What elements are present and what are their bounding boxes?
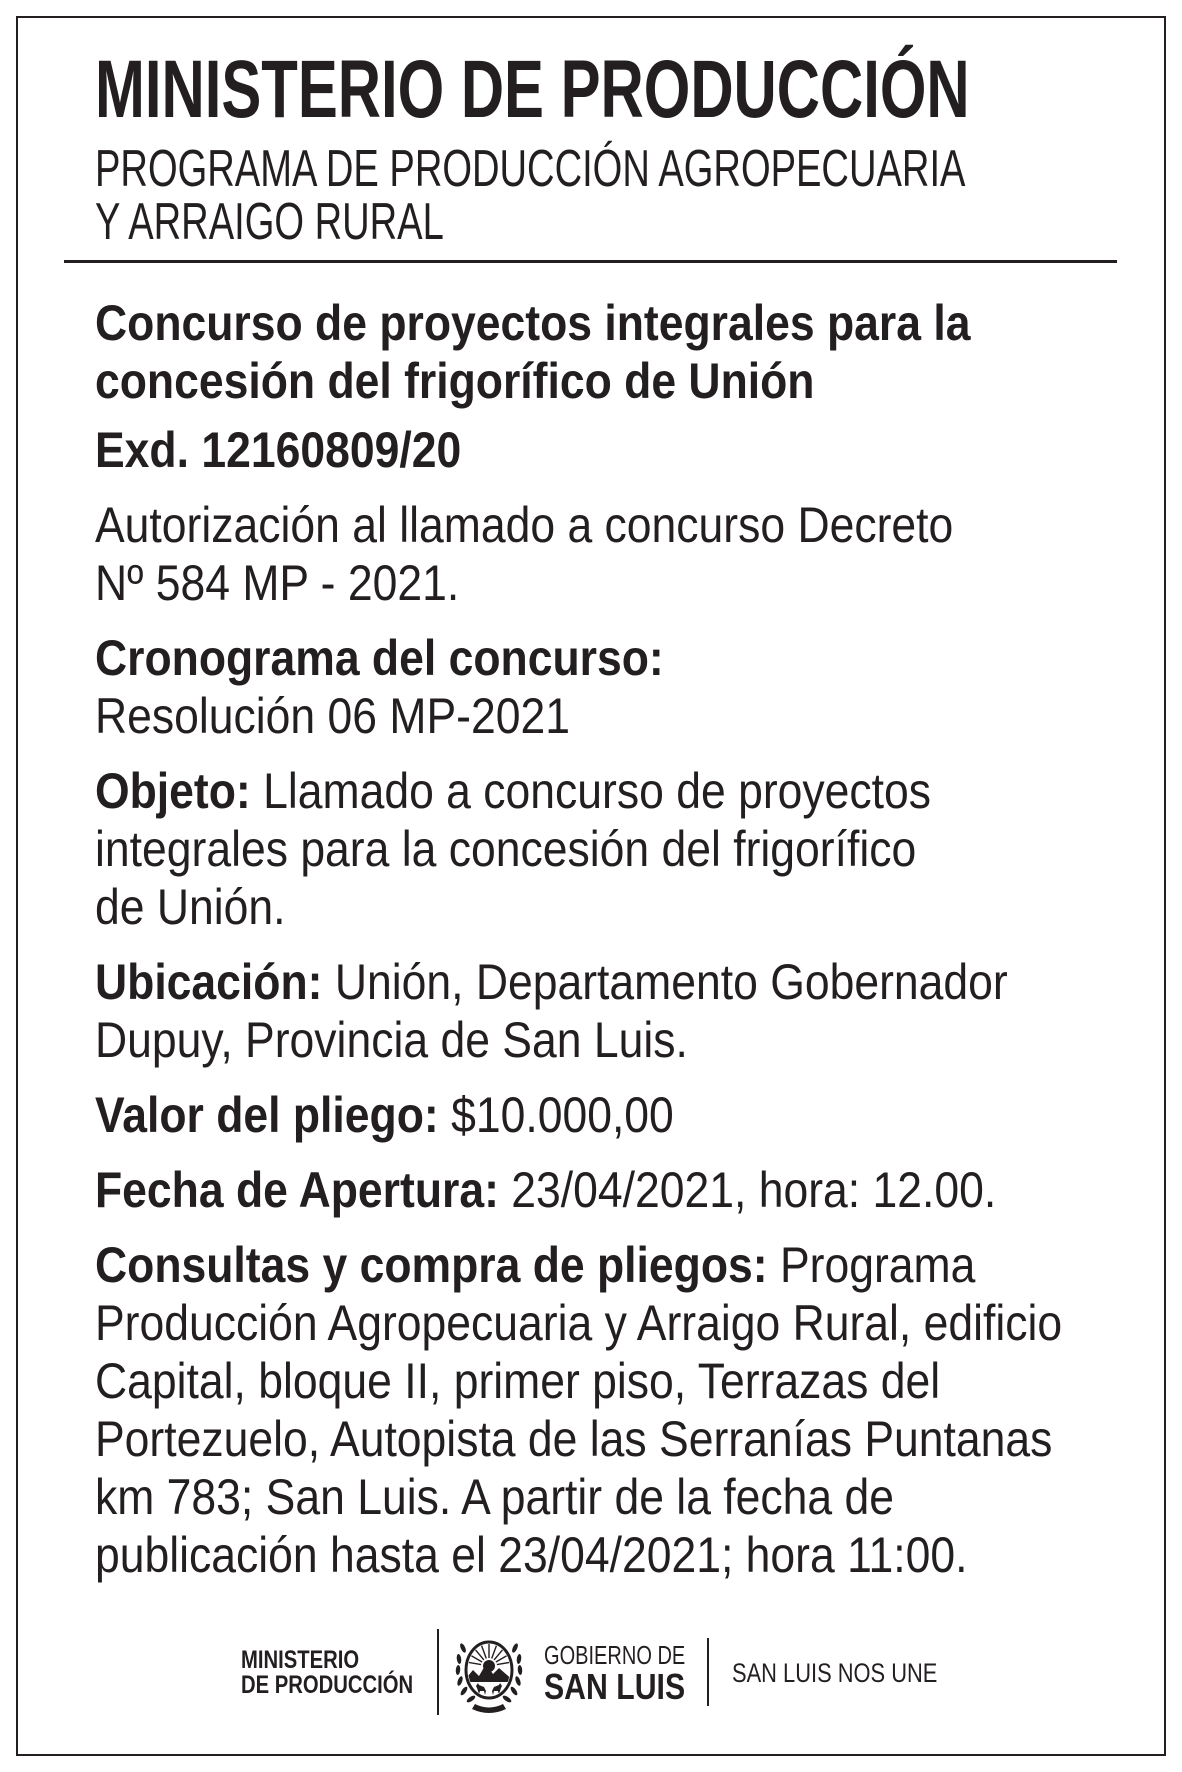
opening-date-value: 23/04/2021, hora: 12.00. xyxy=(511,1162,997,1218)
authorization-line: Nº 584 MP - 2021. xyxy=(95,555,460,611)
object-line: de Unión. xyxy=(95,879,286,935)
opening-date-line xyxy=(95,1161,1062,1219)
schedule-value: Resolución 06 MP-2021 xyxy=(95,688,570,744)
location-line xyxy=(95,953,1062,1011)
laurel-leaf xyxy=(509,1686,518,1697)
inquiries-line: publicación hasta el 23/04/2021; hora 11:00. xyxy=(95,1527,968,1583)
location-value: Unión, Departamento Gobernador xyxy=(334,954,1008,1010)
laurel-leaf xyxy=(459,1643,467,1654)
footer-divider xyxy=(437,1629,439,1715)
schedule-label: Cronograma del concurso: xyxy=(95,630,664,686)
inquiries-line: Capital, bloque II, primer piso, Terrazas del xyxy=(95,1353,941,1409)
inquiries-line: km 783; San Luis. A partir de la fecha de xyxy=(95,1469,895,1525)
san-luis-coat-of-arms-icon xyxy=(449,1630,529,1716)
price xyxy=(95,1086,1062,1144)
shield-ribbon xyxy=(472,1704,506,1713)
page-title: MINISTERIO DE PRODUCCIÓN xyxy=(95,44,970,135)
schedule xyxy=(95,629,1062,745)
ministry-logo-line: DE PRODUCCIÓN xyxy=(241,1671,414,1699)
object-line: integrales para la concesión del frigorífico xyxy=(95,821,917,877)
laurel-leaf xyxy=(459,1686,468,1697)
authorization-line: Autorización al llamado a concurso Decreto xyxy=(95,497,954,553)
inquiries-line: Portezuelo, Autopista de las Serranías Puntanas xyxy=(95,1411,1053,1467)
notice-heading-line: concesión del frigorífico de Unión xyxy=(95,353,815,409)
inquiries-line xyxy=(95,1236,1062,1294)
price-line xyxy=(95,1086,1062,1144)
laurel-leaf xyxy=(456,1676,464,1687)
notice-body xyxy=(95,294,1062,1584)
laurel-leaf xyxy=(517,1665,522,1675)
program-subtitle xyxy=(95,140,966,251)
inquiries xyxy=(95,1236,1062,1584)
government-logo-name: SAN LUIS xyxy=(544,1666,686,1707)
laurel-leaf xyxy=(455,1665,460,1675)
object-line xyxy=(95,762,1062,820)
file-number xyxy=(95,421,1062,479)
laurel-leaf xyxy=(456,1654,462,1665)
ministry-logo xyxy=(241,1648,413,1698)
file-number-text: Exd. 12160809/20 xyxy=(95,422,462,478)
location-label: Ubicación: xyxy=(95,954,323,1010)
laurel-leaf xyxy=(466,1694,477,1703)
notice-heading-line: Concurso de proyectos integrales para la xyxy=(95,295,971,351)
laurel-leaf xyxy=(514,1676,522,1687)
object-label: Objeto: xyxy=(95,763,251,819)
object xyxy=(95,762,1062,936)
inquiries-label: Consultas y compra de pliegos: xyxy=(95,1237,768,1293)
location xyxy=(95,953,1062,1069)
inquiries-value: Programa xyxy=(779,1237,976,1293)
program-subtitle-line: PROGRAMA DE PRODUCCIÓN AGROPECUARIA xyxy=(95,140,966,198)
ministry-logo-line: MINISTERIO xyxy=(241,1646,360,1674)
notice-heading xyxy=(95,294,1062,410)
price-label: Valor del pliego: xyxy=(95,1087,439,1143)
laurel-leaf xyxy=(502,1694,513,1703)
program-subtitle-line: Y ARRAIGO RURAL xyxy=(95,193,444,251)
authorization xyxy=(95,496,1062,612)
laurel-leaf xyxy=(516,1654,522,1665)
footer-divider xyxy=(707,1638,709,1706)
inquiries-line: Producción Agropecuaria y Arraigo Rural, edificio xyxy=(95,1295,1063,1351)
opening-date xyxy=(95,1161,1062,1219)
price-value: $10.000,00 xyxy=(451,1087,674,1143)
government-logo-line: GOBIERNO DE xyxy=(544,1640,686,1670)
object-value: Llamado a concurso de proyectos xyxy=(263,763,932,819)
slogan: SAN LUIS NOS UNE xyxy=(732,1658,938,1688)
laurel-leaf xyxy=(511,1643,519,1654)
location-line: Dupuy, Provincia de San Luis. xyxy=(95,1012,688,1068)
opening-date-label: Fecha de Apertura: xyxy=(95,1162,499,1218)
header-divider xyxy=(64,260,1117,263)
